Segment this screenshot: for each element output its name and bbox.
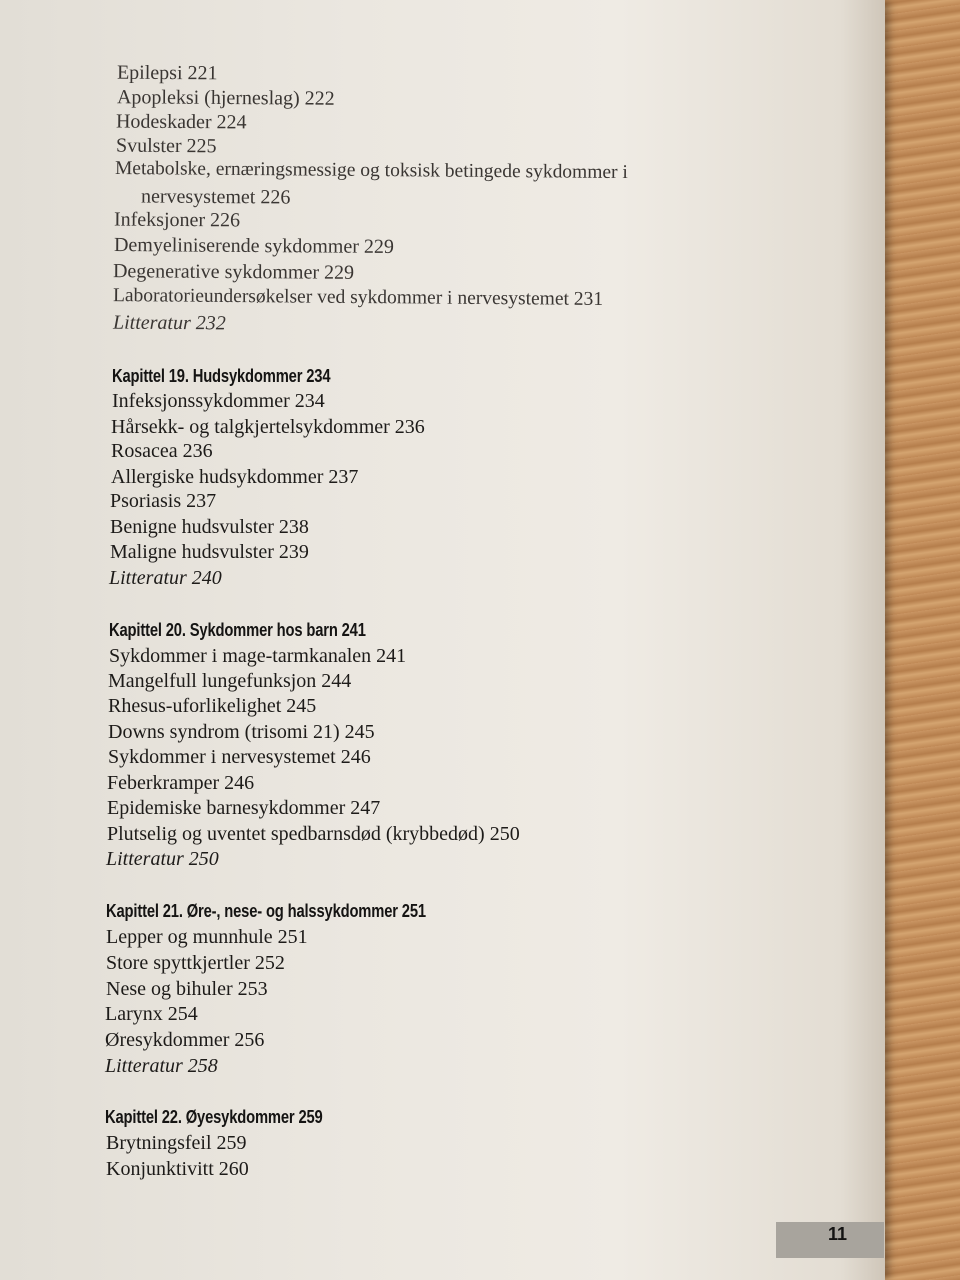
toc-literature: Litteratur 250	[106, 848, 219, 870]
toc-entry: Downs syndrom (trisomi 21) 245	[108, 721, 375, 743]
toc-entry: nervesystemet 226	[140, 185, 291, 209]
toc-entry: Infeksjoner 226	[113, 208, 241, 232]
toc-entry: Metabolske, ernæringsmessige og toksisk betingede sykdommer i	[114, 157, 628, 184]
toc-literature: Litteratur 232	[112, 311, 226, 335]
toc-entry: Sykdommer i nervesystemet 246	[108, 746, 371, 768]
toc-literature: Litteratur 258	[105, 1055, 218, 1077]
toc-entry: Sykdommer i mage-tarmkanalen 241	[109, 645, 407, 667]
toc-entry: Rosacea 236	[111, 440, 213, 462]
toc-literature: Litteratur 240	[109, 567, 222, 589]
toc-entry: Epidemiske barnesykdommer 247	[107, 797, 381, 819]
toc-entry: Degenerative sykdommer 229	[112, 260, 355, 284]
toc-entry: Lepper og munnhule 251	[106, 926, 308, 948]
toc-entry: Larynx 254	[105, 1003, 198, 1025]
toc-entry: Rhesus-uforlikelighet 245	[108, 695, 317, 717]
toc-entry: Svulster 225	[115, 134, 217, 158]
chapter-heading: Kapittel 21. Øre-, nese- og halssykdommer 251	[106, 901, 426, 921]
page-number: 11	[828, 1224, 848, 1244]
toc-entry: Konjunktivitt 260	[106, 1158, 249, 1180]
toc-entry: Nese og bihuler 253	[106, 978, 268, 1000]
toc-entry: Allergiske hudsykdommer 237	[111, 466, 359, 488]
toc-entry: Brytningsfeil 259	[106, 1132, 247, 1154]
toc-entry: Benigne hudsvulster 238	[110, 516, 309, 538]
toc-entry: Epilepsi 221	[116, 61, 218, 85]
chapter-heading: Kapittel 19. Hudsykdommer 234	[112, 366, 331, 386]
chapter-heading: Kapittel 22. Øyesykdommer 259	[105, 1107, 323, 1127]
toc-entry: Infeksjonssykdommer 234	[112, 390, 325, 412]
toc-entry: Psoriasis 237	[110, 490, 217, 512]
toc-entry: Plutselig og uventet spedbarnsdød (krybbedød) 250	[107, 823, 520, 845]
toc-entry: Hårsekk- og talgkjertelsykdommer 236	[111, 416, 425, 438]
toc-entry: Øresykdommer 256	[105, 1029, 265, 1051]
chapter-heading: Kapittel 20. Sykdommer hos barn 241	[109, 620, 366, 640]
toc-entry: Maligne hudsvulster 239	[110, 541, 309, 563]
toc-entry: Laboratorieundersøkelser ved sykdommer i nervesystemet 231	[112, 285, 604, 310]
toc-entry: Store spyttkjertler 252	[106, 952, 285, 974]
toc-entry: Mangelfull lungefunksjon 244	[108, 670, 352, 692]
toc-entry: Feberkramper 246	[107, 772, 255, 794]
toc-entry: Demyeliniserende sykdommer 229	[113, 234, 395, 258]
toc-entry: Apopleksi (hjerneslag) 222	[116, 86, 335, 110]
toc-entry: Hodeskader 224	[115, 110, 247, 134]
